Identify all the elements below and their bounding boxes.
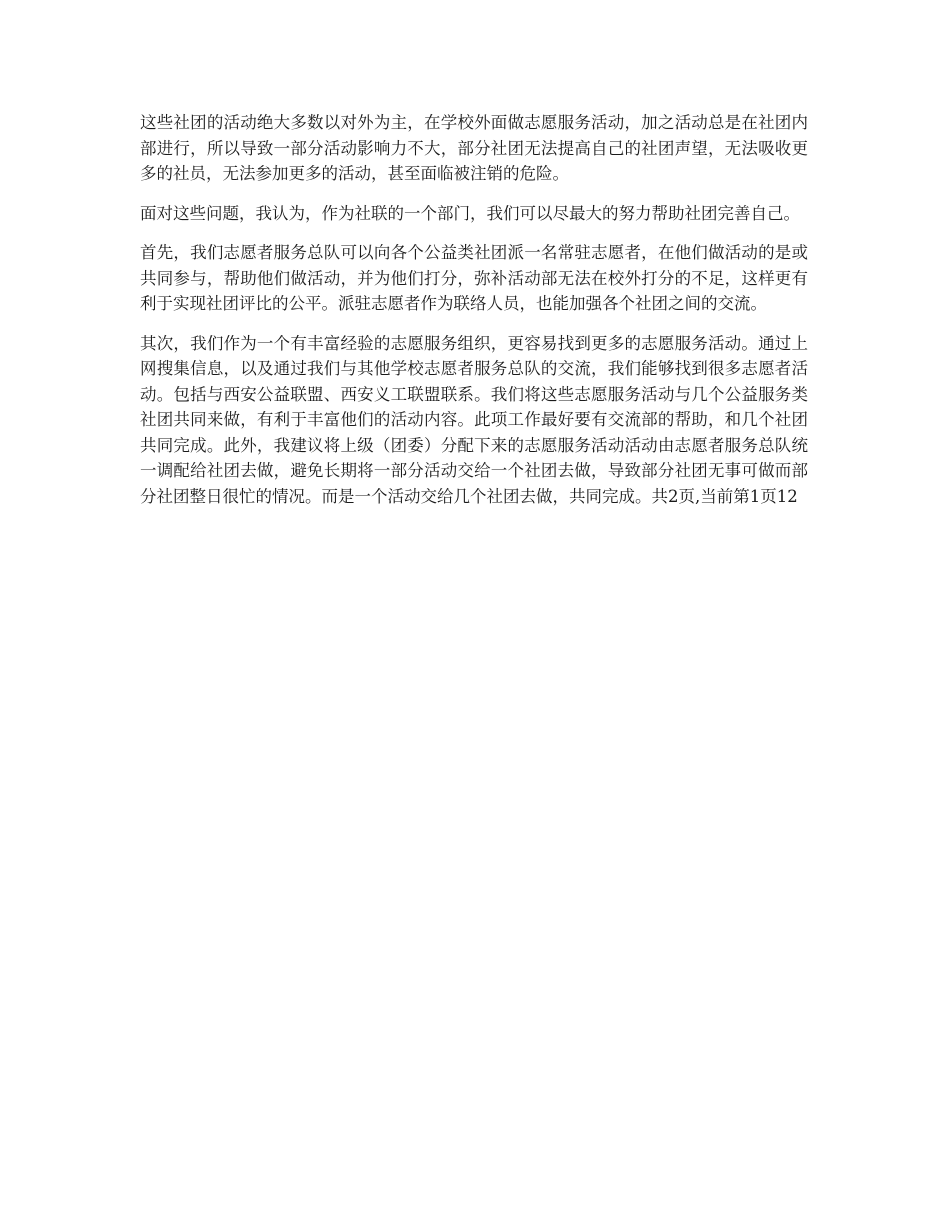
paragraph-3: 首先，我们志愿者服务总队可以向各个公益类社团派一名常驻志愿者，在他们做活动的是或共同参与，帮助他们做活动，并为他们打分，弥补活动部无法在校外打分的不足，这样更有利于实现社团评比的公平。派驻志愿者作为联络人员，也能加强各个社团之间的交流。	[140, 243, 808, 313]
document-body	[140, 110, 808, 523]
paragraph-2: 面对这些问题，我认为，作为社联的一个部门，我们可以尽最大的努力帮助社团完善自己。	[140, 203, 800, 223]
paragraph-4: 其次，我们作为一个有丰富经验的志愿服务组织，更容易找到更多的志愿服务活动。通过上网搜集信息，以及通过我们与其他学校志愿者服务总队的交流，我们能够找到很多志愿者活动。包括与西安公益联盟、西安义工联盟联系。我们将这些志愿服务活动与几个公益服务类社团共同来做，有利于丰富他们的活动内容。此项工作最好要有交流部的帮助，和几个社团共同完成。此外，我建议将上级（团委）分配下来的志愿服务活动活动由志愿者服务总队统一调配给社团去做，避免长期将一部分活动交给一个社团去做，导致部分社团无事可做而部分社团整日很忙的情况。而是一个活动交给几个社团去做，共同完成。共2页,当前第1页12	[140, 333, 808, 506]
paragraph-1: 这些社团的活动绝大多数以对外为主，在学校外面做志愿服务活动，加之活动总是在社团内部进行，所以导致一部分活动影响力不大，部分社团无法提高自己的社团声望，无法吸收更多的社员，无法参加更多的活动，甚至面临被注销的危险。	[140, 113, 808, 183]
